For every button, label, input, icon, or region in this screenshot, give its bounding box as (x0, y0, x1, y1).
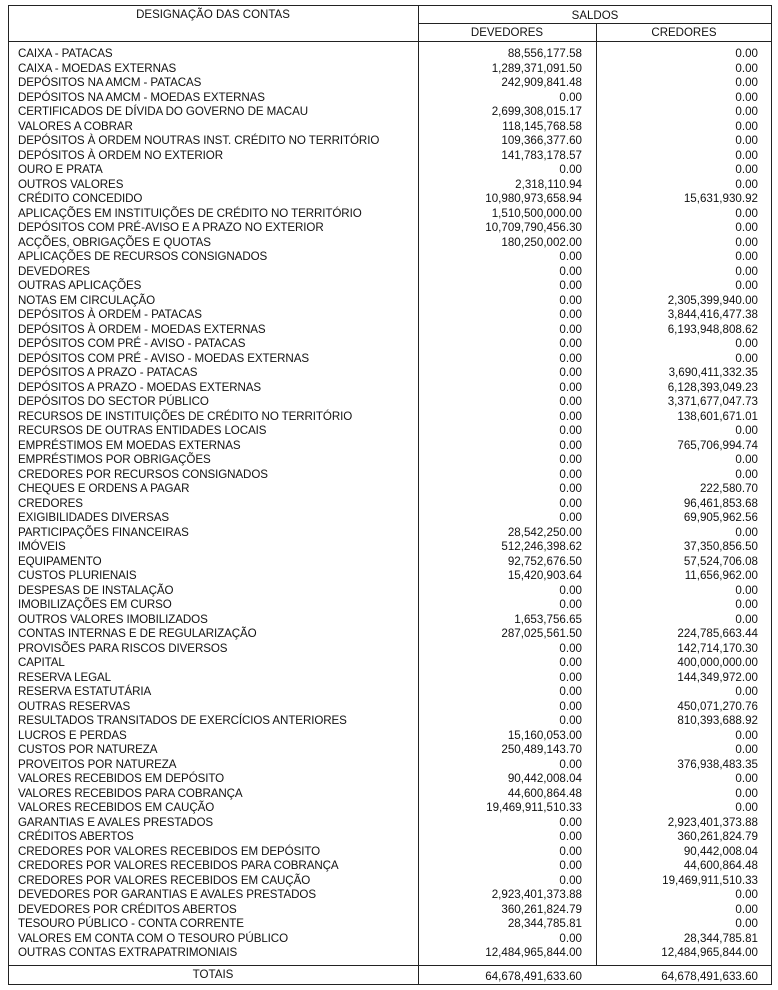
table-row (8, 613, 772, 628)
debit-value: 0.00 (559, 293, 582, 307)
account-name: DEPÓSITOS À ORDEM NOUTRAS INST. CRÉDITO NO TERRITÓRIO (18, 134, 380, 147)
table-row (8, 163, 772, 178)
table-row (8, 178, 772, 193)
table-row (8, 337, 772, 352)
table-row (8, 453, 772, 468)
table-row (8, 134, 772, 149)
header-saldos: SALDOS (571, 10, 619, 22)
table-row (8, 265, 772, 280)
debit-value: 19,469,911,510.33 (486, 801, 582, 814)
account-name: APLICAÇÕES DE RECURSOS CONSIGNADOS (18, 250, 268, 263)
account-name: VALORES A COBRAR (18, 119, 133, 133)
credit-value: 0.00 (735, 105, 758, 118)
credit-value: 0.00 (735, 76, 758, 89)
debit-value: 0.00 (559, 250, 582, 263)
table-row (8, 627, 772, 642)
debit-value: 0.00 (559, 714, 582, 727)
debit-value: 0.00 (559, 656, 582, 669)
table-row (8, 381, 772, 396)
table-row (8, 555, 772, 570)
credit-value: 0.00 (735, 61, 758, 75)
debit-value: 88,556,177.58 (507, 47, 582, 60)
account-name: DEPÓSITOS A PRAZO - PATACAS (18, 366, 198, 379)
table-row (8, 221, 772, 236)
account-name: LUCROS E PERDAS (18, 728, 127, 742)
credit-value: 810,393,688.92 (677, 714, 758, 727)
debit-value: 109,366,377.60 (501, 134, 582, 147)
account-name: RESULTADOS TRANSITADOS DE EXERCÍCIOS ANTERIORES (18, 714, 347, 727)
debit-value: 0.00 (559, 366, 582, 379)
account-name: DEPÓSITOS DO SECTOR PÚBLICO (18, 395, 209, 408)
table-row (8, 424, 772, 439)
table-row (8, 439, 772, 454)
table-row (8, 772, 772, 787)
table-row (8, 685, 772, 700)
credit-value: 0.00 (735, 612, 758, 626)
debit-value: 1,653,756.65 (514, 612, 582, 626)
credit-value: 90,442,008.04 (683, 844, 758, 858)
table-row (8, 888, 772, 903)
debit-value: 0.00 (559, 380, 582, 394)
account-name: VALORES EM CONTA COM O TESOURO PÚBLICO (18, 931, 288, 945)
debit-value: 0.00 (559, 598, 582, 611)
table-row (8, 656, 772, 671)
account-name: OUTROS VALORES (18, 177, 124, 191)
credit-value: 0.00 (735, 685, 758, 698)
debit-value: 250,489,143.70 (501, 743, 582, 756)
account-name: DEPÓSITOS COM PRÉ-AVISO E A PRAZO NO EXTERIOR (18, 221, 324, 234)
account-name: RECURSOS DE OUTRAS ENTIDADES LOCAIS (18, 424, 267, 437)
header-credores: CREDORES (651, 27, 717, 39)
account-name: DEPÓSITOS À ORDEM - MOEDAS EXTERNAS (18, 322, 266, 336)
debit-value: 15,420,903.64 (507, 569, 582, 582)
debit-value: 0.00 (559, 641, 582, 655)
debit-value: 242,909,841.48 (501, 76, 582, 89)
credit-value: 0.00 (735, 134, 758, 147)
credit-value: 144,349,972.00 (677, 670, 758, 684)
credit-value: 0.00 (735, 786, 758, 800)
credit-value: 400,000,000.00 (677, 656, 758, 669)
account-name: IMÓVEIS (18, 540, 66, 553)
table-row (8, 294, 772, 309)
account-name: CRÉDITO CONCEDIDO (18, 192, 143, 205)
debit-value: 44,600,864.48 (507, 786, 582, 800)
table-row (8, 642, 772, 657)
table-row (8, 714, 772, 729)
table-row (8, 207, 772, 222)
account-name: CAPITAL (18, 656, 65, 669)
account-name: EMPRÉSTIMOS EM MOEDAS EXTERNAS (18, 438, 241, 452)
credit-value: 0.00 (735, 163, 758, 176)
credit-value: 6,128,393,049.23 (667, 380, 758, 394)
debit-value: 0.00 (559, 931, 582, 945)
account-name: EMPRÉSTIMOS POR OBRIGAÇÕES (18, 453, 211, 466)
table-row (8, 598, 772, 613)
account-name: CUSTOS POR NATUREZA (18, 743, 158, 756)
debit-value: 180,250,002.00 (501, 235, 582, 249)
table-row (8, 801, 772, 816)
credit-value: 222,580.70 (699, 482, 758, 495)
credit-value: 0.00 (735, 467, 758, 481)
account-name: DEPÓSITOS À ORDEM - PATACAS (18, 308, 202, 321)
debit-value: 0.00 (559, 699, 582, 713)
credit-value: 57,524,706.08 (683, 554, 758, 568)
credit-value: 44,600,864.48 (683, 859, 758, 872)
debit-value: 0.00 (559, 453, 582, 466)
credit-value: 0.00 (735, 351, 758, 365)
credit-value: 69,905,962.56 (683, 511, 758, 524)
totals-label: TOTAIS (192, 968, 234, 981)
account-name: CREDORES POR VALORES RECEBIDOS EM DEPÓSITO (18, 844, 321, 858)
debit-value: 0.00 (559, 482, 582, 495)
credit-value: 0.00 (735, 177, 758, 191)
credit-value: 0.00 (735, 47, 758, 60)
account-name: EQUIPAMENTO (18, 554, 102, 568)
debit-value: 0.00 (559, 322, 582, 336)
debit-value: 0.00 (559, 511, 582, 524)
totals-top-line (8, 965, 772, 966)
debit-value: 0.00 (559, 351, 582, 365)
credit-value: 15,631,930.92 (683, 192, 758, 205)
table-row (8, 76, 772, 91)
credit-value: 0.00 (735, 743, 758, 756)
table-row (8, 526, 772, 541)
credit-value: 0.00 (735, 424, 758, 437)
account-name: DEPÓSITOS A PRAZO - MOEDAS EXTERNAS (18, 380, 262, 394)
table-row (8, 540, 772, 555)
table-row (8, 511, 772, 526)
table-row (8, 352, 772, 367)
table-row (8, 830, 772, 845)
table-row (8, 874, 772, 889)
account-name: VALORES RECEBIDOS EM CAUÇÃO (18, 801, 215, 814)
account-name: CUSTOS PLURIENAIS (18, 569, 137, 582)
table-row (8, 584, 772, 599)
credit-value: 0.00 (735, 583, 758, 597)
table-row (8, 946, 772, 961)
debit-value: 0.00 (559, 830, 582, 843)
account-name: DESPESAS DE INSTALAÇÃO (18, 583, 174, 597)
debit-value: 141,783,178.57 (501, 148, 582, 162)
account-name: ACÇÕES, OBRIGAÇÕES E QUOTAS (18, 235, 211, 249)
account-name: CONTAS INTERNAS E DE REGULARIZAÇÃO (18, 627, 257, 640)
credit-value: 0.00 (735, 279, 758, 292)
table-row (8, 468, 772, 483)
account-name: GARANTIAS E AVALES PRESTADOS (18, 815, 213, 829)
table-row (8, 91, 772, 106)
account-name: VALORES RECEBIDOS EM DEPÓSITO (18, 772, 225, 785)
debit-value: 15,160,053.00 (507, 728, 582, 742)
debit-value: 0.00 (559, 873, 582, 887)
debit-value: 0.00 (559, 279, 582, 292)
account-name: OUTRAS RESERVAS (18, 699, 131, 713)
account-name: VALORES RECEBIDOS PARA COBRANÇA (18, 786, 243, 800)
table-row (8, 308, 772, 323)
credit-value: 224,785,663.44 (677, 627, 758, 640)
credit-value: 2,923,401,373.88 (667, 815, 758, 829)
table-row (8, 787, 772, 802)
saldos-underline (418, 23, 772, 24)
account-name: DEPÓSITOS NA AMCM - PATACAS (18, 76, 202, 89)
account-name: OURO E PRATA (18, 163, 103, 176)
credit-value: 0.00 (735, 337, 758, 350)
account-name: RESERVA LEGAL (18, 670, 112, 684)
account-name: IMOBILIZAÇÕES EM CURSO (18, 598, 172, 611)
debit-value: 0.00 (559, 409, 582, 423)
credit-value: 0.00 (735, 206, 758, 220)
account-name: CAIXA - PATACAS (18, 47, 113, 60)
account-name: DEPÓSITOS NA AMCM - MOEDAS EXTERNAS (18, 90, 265, 104)
debit-value: 2,699,308,015.17 (491, 105, 582, 118)
debit-value: 0.00 (559, 815, 582, 829)
table-row (8, 192, 772, 207)
account-name: DEPÓSITOS COM PRÉ - AVISO - PATACAS (18, 337, 246, 350)
debit-value: 0.00 (559, 859, 582, 872)
header-bottom-line (8, 41, 772, 42)
header-devedores: DEVEDORES (470, 27, 544, 39)
credit-value: 0.00 (735, 598, 758, 611)
debit-value: 0.00 (559, 583, 582, 597)
account-name: DEVEDORES (18, 264, 90, 278)
account-name: PROVEITOS POR NATUREZA (18, 757, 177, 771)
credit-value: 37,350,856.50 (683, 540, 758, 553)
table-row (8, 149, 772, 164)
debit-value: 1,510,500,000.00 (491, 206, 582, 220)
debit-value: 10,980,973,658.94 (485, 192, 582, 205)
account-name: DEPÓSITOS COM PRÉ - AVISO - MOEDAS EXTERNAS (18, 351, 309, 365)
table-row (8, 279, 772, 294)
debit-value: 92,752,676.50 (507, 554, 582, 568)
credit-value: 6,193,948,808.62 (667, 322, 758, 336)
credit-value: 2,305,399,940.00 (667, 293, 758, 307)
debit-value: 118,145,768.58 (502, 119, 582, 133)
account-name: CREDORES POR VALORES RECEBIDOS EM CAUÇÃO (18, 873, 311, 887)
table-row (8, 729, 772, 744)
credit-value: 376,938,483.35 (677, 757, 758, 771)
table-row (8, 497, 772, 512)
account-name: CAIXA - MOEDAS EXTERNAS (18, 61, 177, 75)
account-name: CREDORES POR RECURSOS CONSIGNADOS (18, 467, 268, 481)
credit-value: 19,469,911,510.33 (662, 873, 758, 887)
table-row (8, 323, 772, 338)
account-name: CERTIFICADOS DE DÍVIDA DO GOVERNO DE MACAU (18, 105, 308, 118)
account-name: OUTRAS CONTAS EXTRAPATRIMONIAIS (18, 946, 238, 959)
table-row (8, 366, 772, 381)
debit-value: 0.00 (559, 496, 582, 510)
credit-value: 0.00 (735, 148, 758, 162)
credit-value: 0.00 (735, 525, 758, 539)
table-row (8, 569, 772, 584)
debit-value: 287,025,561.50 (501, 627, 582, 640)
table-row (8, 482, 772, 497)
table-row (8, 47, 772, 62)
account-name: RECURSOS DE INSTITUIÇÕES DE CRÉDITO NO TERRITÓRIO (18, 409, 353, 423)
credit-value: 0.00 (735, 264, 758, 278)
debit-value: 0.00 (559, 264, 582, 278)
debit-value: 360,261,824.79 (501, 902, 582, 916)
debit-value: 0.00 (559, 163, 582, 176)
account-name: TESOURO PÚBLICO - CONTA CORRENTE (18, 917, 244, 930)
debit-value: 0.00 (559, 308, 582, 321)
table-row (8, 932, 772, 947)
accounts-table (8, 5, 772, 985)
table-row (8, 743, 772, 758)
account-name: NOTAS EM CIRCULAÇÃO (18, 293, 156, 307)
debit-value: 0.00 (559, 670, 582, 684)
debit-value: 10,709,790,456.30 (485, 221, 582, 234)
credit-value: 0.00 (735, 728, 758, 742)
credit-value: 142,714,170.30 (677, 641, 758, 655)
credit-value: 765,706,994.74 (677, 438, 758, 452)
table-row (8, 903, 772, 918)
debit-value: 0.00 (559, 844, 582, 858)
account-name: DEPÓSITOS À ORDEM NO EXTERIOR (18, 148, 223, 162)
credit-value: 28,344,785.81 (683, 931, 758, 945)
debit-value: 0.00 (559, 337, 582, 350)
account-name: APLICAÇÕES EM INSTITUIÇÕES DE CRÉDITO NO TERRITÓRIO (18, 206, 362, 220)
account-name: EXIGIBILIDADES DIVERSAS (18, 511, 170, 524)
account-name: PARTICIPAÇÕES FINANCEIRAS (18, 525, 189, 539)
table-row (8, 700, 772, 715)
debit-value: 28,542,250.00 (507, 525, 582, 539)
credit-value: 96,461,853.68 (683, 496, 758, 510)
header-designacao: DESIGNAÇÃO DAS CONTAS (136, 9, 290, 21)
account-name: OUTROS VALORES IMOBILIZADOS (18, 612, 208, 626)
account-name: DEVEDORES POR GARANTIAS E AVALES PRESTADOS (18, 888, 316, 901)
debit-value: 1,289,371,091.50 (491, 61, 582, 75)
debit-value: 0.00 (559, 438, 582, 452)
table-row (8, 758, 772, 773)
credit-value: 3,844,416,477.38 (667, 308, 758, 321)
credit-value: 450,071,270.76 (677, 699, 758, 713)
account-name: OUTRAS APLICAÇÕES (18, 279, 142, 292)
table-row (8, 816, 772, 831)
debit-value: 12,484,965,844.00 (485, 946, 582, 959)
totals-devedores: 64,678,491,633.60 (485, 970, 582, 983)
credit-value: 0.00 (735, 221, 758, 234)
credit-value: 12,484,965,844.00 (661, 946, 758, 959)
table-row (8, 917, 772, 932)
credit-value: 3,690,411,332.35 (668, 366, 758, 379)
credit-value: 0.00 (735, 917, 758, 930)
totals-credores: 64,678,491,633.60 (661, 970, 758, 983)
credit-value: 0.00 (735, 453, 758, 466)
table-row (8, 395, 772, 410)
account-name: CRÉDITOS ABERTOS (18, 830, 134, 843)
account-name: CREDORES POR VALORES RECEBIDOS PARA COBRANÇA (18, 859, 339, 872)
table-row (8, 410, 772, 425)
credit-value: 0.00 (735, 801, 758, 814)
table-row (8, 120, 772, 135)
table-row (8, 671, 772, 686)
debit-value: 0.00 (559, 757, 582, 771)
debit-value: 0.00 (559, 424, 582, 437)
table-row (8, 62, 772, 77)
credit-value: 0.00 (735, 90, 758, 104)
account-name: PROVISÕES PARA RISCOS DIVERSOS (18, 641, 228, 655)
credit-value: 0.00 (735, 250, 758, 263)
credit-value: 360,261,824.79 (677, 830, 758, 843)
account-name: RESERVA ESTATUTÁRIA (18, 685, 152, 698)
table-row (8, 236, 772, 251)
debit-value: 0.00 (559, 395, 582, 408)
credit-value: 3,371,677,047.73 (667, 395, 758, 408)
credit-value: 0.00 (735, 772, 758, 785)
account-name: DEVEDORES POR CRÉDITOS ABERTOS (18, 902, 237, 916)
credit-value: 0.00 (735, 235, 758, 249)
credit-value: 0.00 (735, 888, 758, 901)
table-row (8, 845, 772, 860)
table-row (8, 859, 772, 874)
table-row (8, 250, 772, 265)
table-row (8, 105, 772, 120)
debit-value: 0.00 (559, 90, 582, 104)
debit-value: 0.00 (559, 685, 582, 698)
debit-value: 2,318,110.94 (515, 177, 582, 191)
credit-value: 0.00 (735, 119, 758, 133)
credit-value: 11,656,962.00 (684, 569, 758, 582)
account-name: CREDORES (18, 496, 83, 510)
debit-value: 0.00 (559, 467, 582, 481)
debit-value: 512,246,398.62 (501, 540, 582, 553)
credit-value: 138,601,671.01 (677, 409, 758, 423)
debit-value: 90,442,008.04 (507, 772, 582, 785)
credit-value: 0.00 (735, 902, 758, 916)
debit-value: 28,344,785.81 (507, 917, 582, 930)
debit-value: 2,923,401,373.88 (491, 888, 582, 901)
account-name: CHEQUES E ORDENS A PAGAR (18, 482, 190, 495)
